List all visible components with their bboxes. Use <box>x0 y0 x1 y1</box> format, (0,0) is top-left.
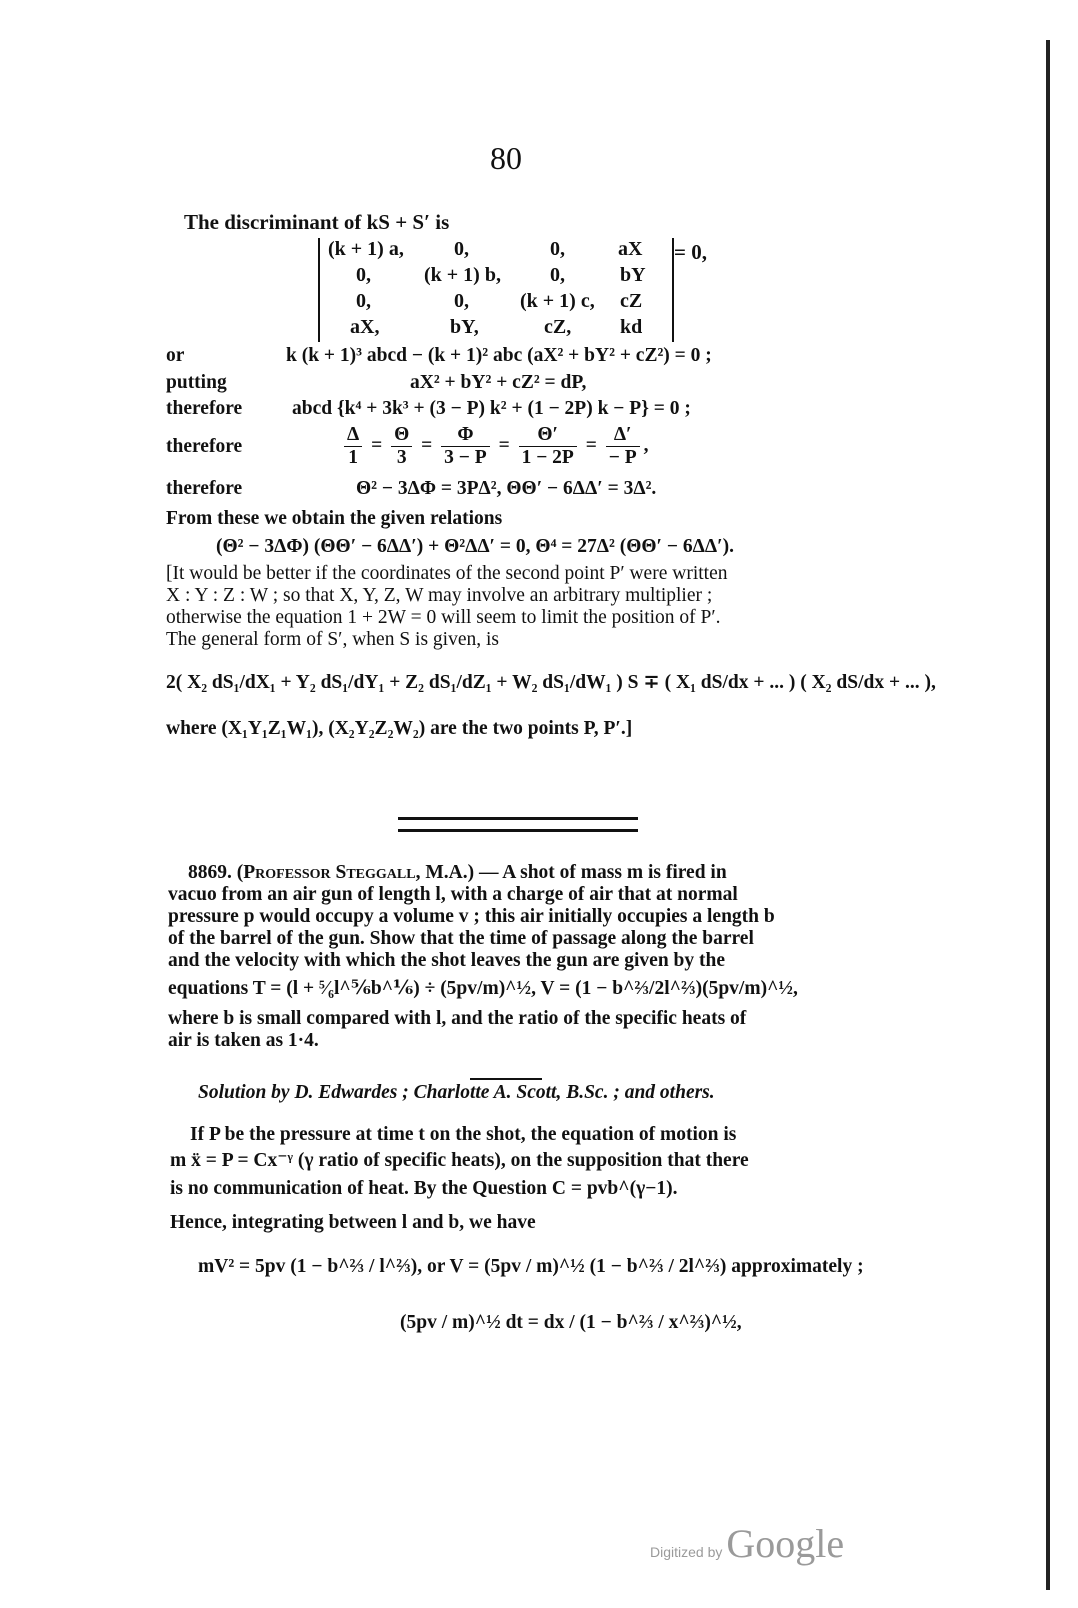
det-cell: cZ <box>620 290 643 312</box>
note-line: [It would be better if the coordinates of the second point P′ were written <box>166 563 728 584</box>
equation-putting: aX² + bY² + cZ² = dP, <box>410 372 587 393</box>
question-header <box>188 862 727 884</box>
general-form-equation: 2( X₂ dS₁/dX₁ + Y₂ dS₁/dY₁ + Z₂ dS₁/dZ₁ + W₂ dS₁/dW₁ ) S ∓ ( X₁ dS/dx + ... ) ( X₂ dS/dx + ... ), <box>166 672 936 693</box>
digitized-watermark <box>650 1520 844 1567</box>
det-cell: (k + 1) c, <box>520 290 595 312</box>
question-text-line: of the barrel of the gun. Show that the time of passage along the barrel <box>168 928 754 949</box>
det-rhs: = 0, <box>674 240 707 264</box>
determinant <box>318 238 674 342</box>
question-text-line: pressure p would occupy a volume v ; this air initially occupies a length b <box>168 906 775 927</box>
question-text-line: — A shot of mass m is fired in <box>478 862 727 883</box>
watermark-brand: Google <box>726 1521 845 1566</box>
det-cell: (k + 1) b, <box>424 264 501 286</box>
time-equation: (5pv / m)^½ dt = dx / (1 − b^⅔ / x^⅔)^½, <box>400 1312 742 1333</box>
fraction: $\frac{\Delta'}{- P}$ <box>606 424 640 469</box>
fraction: $\frac{\Theta}{3}$ <box>391 424 412 469</box>
relations-equation: (Θ² − 3ΔΦ) (ΘΘ′ − 6ΔΔ′) + Θ²ΔΔ′ = 0, Θ⁴ = 27Δ² (ΘΘ′ − 6ΔΔ′). <box>216 536 734 557</box>
equation-theta: Θ² − 3ΔΦ = 3PΔ², ΘΘ′ − 6ΔΔ′ = 3Δ². <box>356 478 657 499</box>
solution-line: is no communication of heat. By the Question C = pvb^(γ−1). <box>170 1178 678 1199</box>
page-edge <box>1046 40 1050 1590</box>
note-line: X : Y : Z : W ; so that X, Y, Z, W may involve an arbitrary multiplier ; <box>166 585 713 606</box>
question-text-line: where b is small compared with l, and the ratio of the specific heats of <box>168 1008 747 1029</box>
det-cell: bY <box>620 264 646 286</box>
watermark-prefix: Digitized by <box>650 1544 723 1560</box>
equation-or: k (k + 1)³ abcd − (k + 1)² abc (aX² + bY² + cZ²) = 0 ; <box>286 345 712 366</box>
det-cell: 0, <box>356 290 371 312</box>
det-cell: (k + 1) a, <box>328 238 404 260</box>
ratio-equation: $\frac{\Delta}{1}$ = $\frac{\Theta}{3}$ = $\frac{\Phi}{3 - P}$ = $\frac{\Theta'}{1 - 2P}$ = $\frac{\Delta'}{- P}$ , <box>340 424 649 469</box>
fraction: $\frac{\Theta'}{1 - 2P}$ <box>519 424 577 469</box>
velocity-equation: mV² = 5pv (1 − b^⅔ / l^⅔), or V = (5pv / m)^½ (1 − b^⅔ / 2l^⅔) approximately ; <box>198 1256 864 1277</box>
solution-line: Hence, integrating between l and b, we have <box>170 1212 536 1233</box>
label-therefore: therefore <box>166 398 243 419</box>
question-text-line: equations T = (l + ⁵⁄₆l^⅚b^⅙) ÷ (5pv/m)^½, V = (1 − b^⅔/2l^⅔)(5pv/m)^½, <box>168 978 798 999</box>
solution-line: If P be the pressure at time t on the shot, the equation of motion is <box>190 1124 737 1145</box>
note-line: The general form of S′, when S is given, is <box>166 629 499 650</box>
det-cell: 0, <box>454 290 469 312</box>
det-cell: 0, <box>550 238 565 260</box>
det-cell: bY, <box>450 316 479 338</box>
where-points-text: where (X₁Y₁Z₁W₁), (X₂Y₂Z₂W₂) are the two points P, P′.] <box>166 718 633 739</box>
label-or: or <box>166 345 185 366</box>
label-therefore: therefore <box>166 478 243 499</box>
solution-line: m ẍ = P = Cx⁻ᵞ (γ ratio of specific heats), on the supposition that there <box>170 1150 749 1171</box>
question-author: (Professor Steggall, M.A.) <box>236 862 475 883</box>
short-rule <box>470 1078 542 1080</box>
section-divider <box>398 817 638 832</box>
note-line: otherwise the equation 1 + 2W = 0 will seem to limit the position of P′. <box>166 607 721 628</box>
det-cell: aX <box>618 238 643 260</box>
det-cell: aX, <box>350 316 380 338</box>
fraction: $\frac{\Delta}{1}$ <box>344 424 362 469</box>
page-number: 80 <box>490 140 522 176</box>
question-text-line: air is taken as 1·4. <box>168 1030 319 1051</box>
label-therefore: therefore <box>166 436 243 457</box>
question-text-line: vacuo from an air gun of length l, with a charge of air that at normal <box>168 884 738 905</box>
fraction: $\frac{\Phi}{3 - P}$ <box>441 424 490 469</box>
det-cell: cZ, <box>544 316 572 338</box>
solution-attribution: Solution by D. Edwardes ; Charlotte A. Scott, B.Sc. ; and others. <box>198 1082 715 1103</box>
det-cell: 0, <box>550 264 565 286</box>
det-cell: kd <box>620 316 643 338</box>
question-number: 8869. <box>188 862 232 883</box>
equation-quartic: abcd {k⁴ + 3k³ + (3 − P) k² + (1 − 2P) k − P} = 0 ; <box>292 398 691 419</box>
det-cell: 0, <box>454 238 469 260</box>
label-putting: putting <box>166 372 227 393</box>
intro-text: The discriminant of kS + S′ is <box>184 210 450 234</box>
det-cell: 0, <box>356 264 371 286</box>
question-text-line: and the velocity with which the shot leaves the gun are given by the <box>168 950 726 971</box>
from-these-text: From these we obtain the given relations <box>166 508 503 529</box>
